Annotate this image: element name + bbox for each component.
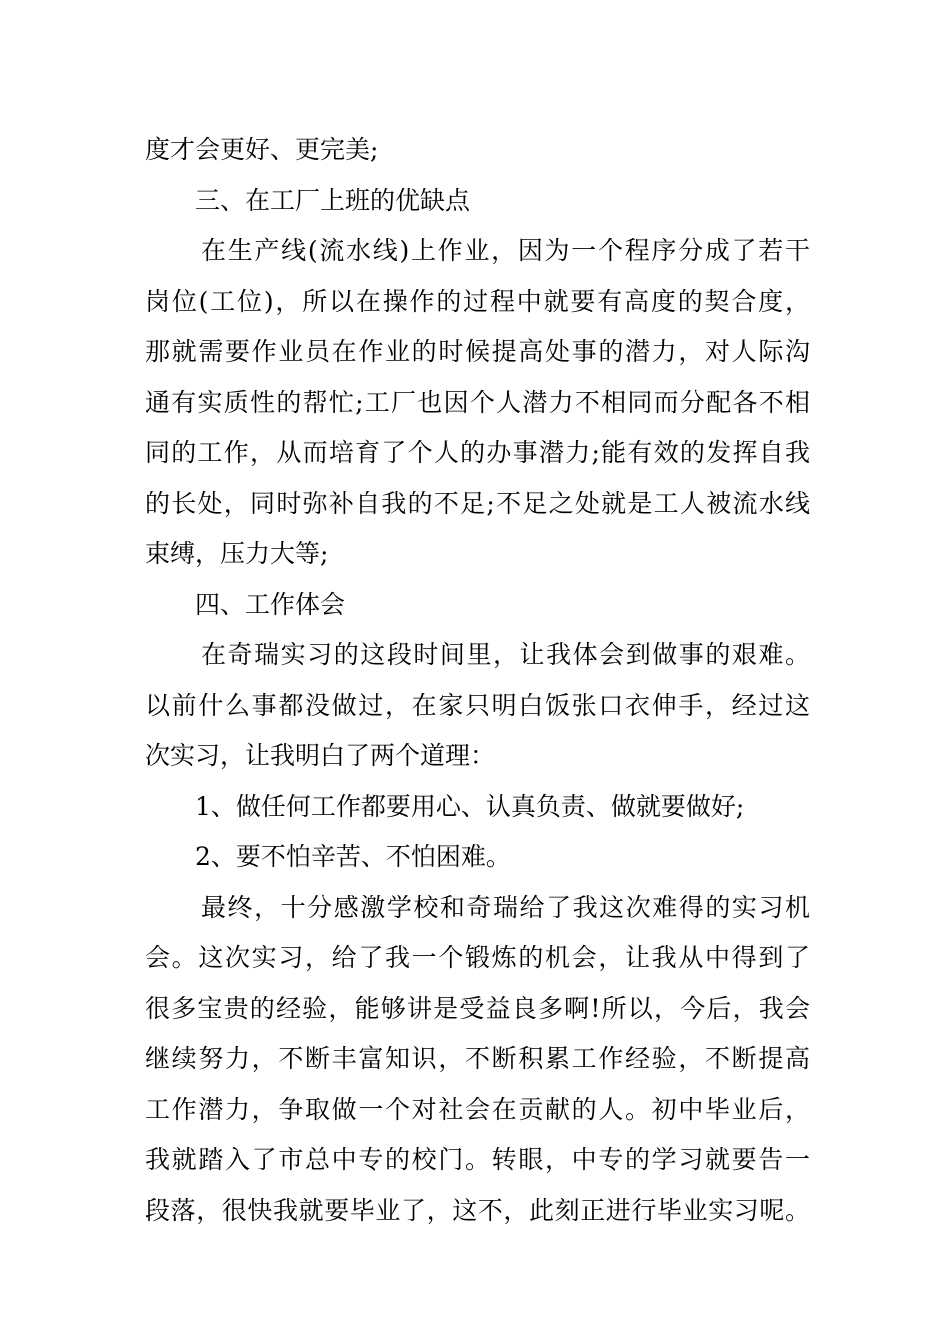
text-line: 以前什么事都没做过，在家只明白饭张口衣伸手，经过这 <box>145 690 810 720</box>
text-line: 工作潜力，争取做一个对社会在贡献的人。初中毕业后， <box>145 1094 810 1124</box>
text-line: 那就需要作业员在作业的时候提高处事的潜力，对人际沟 <box>145 337 810 366</box>
text-line: 段落，很快我就要毕业了，这不，此刻正进行毕业实习呢。 <box>145 1195 810 1225</box>
section-heading: 四、工作体会 <box>195 589 346 619</box>
text-line: 束缚，压力大等; <box>145 539 329 568</box>
text-line: 通有实质性的帮忙;工厂也因个人潜力不相同而分配各不相 <box>145 387 810 417</box>
text-line: 同的工作，从而培育了个人的办事潜力;能有效的发挥自我 <box>145 438 810 467</box>
text-line: 度才会更好、更完美; <box>145 135 379 164</box>
text-line: 次实习，让我明白了两个道理： <box>145 741 496 770</box>
document-body <box>145 125 810 1236</box>
list-item: 1、做任何工作都要用心、认真负责、做就要做好; <box>195 791 745 821</box>
text-line: 我就踏入了市总中专的校门。转眼，中专的学习就要告一 <box>145 1145 810 1174</box>
list-item: 2、要不怕辛苦、不怕困难。 <box>195 842 511 871</box>
text-line: 的长处，同时弥补自我的不足;不足之处就是工人被流水线 <box>145 488 810 518</box>
section-heading: 三、在工厂上班的优缺点 <box>195 185 471 215</box>
text-line: 很多宝贵的经验，能够讲是受益良多啊!所以，今后，我会 <box>145 993 810 1023</box>
text-line: 岗位(工位)，所以在操作的过程中就要有高度的契合度， <box>145 286 810 316</box>
text-line: 最终，十分感激学校和奇瑞给了我这次难得的实习机 <box>201 892 810 922</box>
text-line: 会。这次实习，给了我一个锻炼的机会，让我从中得到了 <box>145 943 810 972</box>
text-line: 继续努力，不断丰富知识，不断积累工作经验，不断提高 <box>145 1044 810 1073</box>
text-line: 在生产线(流水线)上作业，因为一个程序分成了若干 <box>201 236 810 265</box>
text-line: 在奇瑞实习的这段时间里，让我体会到做事的艰难。 <box>201 640 810 669</box>
